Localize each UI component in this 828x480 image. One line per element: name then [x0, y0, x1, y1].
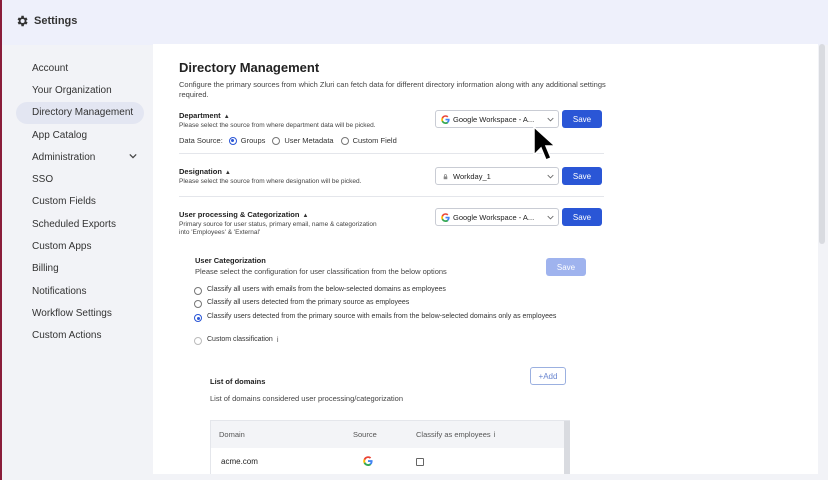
user-processing-section — [179, 210, 377, 237]
source-cell — [363, 456, 416, 468]
table-header — [211, 421, 569, 448]
google-icon — [441, 115, 450, 124]
add-domain-button[interactable]: +Add — [530, 367, 566, 385]
chevron-down-icon — [547, 214, 554, 221]
sidebar-item-custom-apps[interactable] — [16, 235, 144, 257]
page-description: Configure the primary sources from which Zluri can fetch data for different directory information along with any additional settings required. — [179, 80, 606, 99]
department-save-button[interactable]: Save — [562, 110, 602, 128]
radio-groups[interactable] — [229, 137, 237, 145]
lock-icon — [441, 172, 450, 181]
sidebar-item-label: SSO — [32, 174, 54, 186]
dropdown-value: Workday_1 — [453, 171, 491, 181]
app-title: Settings — [34, 15, 78, 27]
option-label: Classify all users detected from the primary source as employees — [207, 299, 410, 306]
designation-section — [179, 167, 361, 186]
user-categorization-subtitle: Please select the configuration for user classification from the below options — [195, 267, 447, 276]
sidebar-item-label: Workflow Settings — [32, 307, 112, 319]
google-icon — [441, 213, 450, 222]
sidebar-item-notifications[interactable] — [16, 280, 144, 302]
column-header-domain: Domain — [219, 430, 245, 439]
sidebar-item-label: Account — [32, 62, 69, 74]
user-processing-source-dropdown[interactable] — [435, 208, 559, 226]
table-row — [211, 448, 569, 474]
radio-button[interactable] — [194, 337, 202, 345]
sidebar-item-label: Notifications — [32, 285, 87, 297]
designation-save-button[interactable]: Save — [562, 167, 602, 185]
department-section — [179, 111, 397, 145]
info-icon[interactable]: ⅰ — [493, 431, 496, 439]
sidebar-item-directory-management[interactable] — [16, 102, 144, 124]
radio-button[interactable] — [194, 287, 202, 295]
domain-cell: acme.com — [221, 457, 258, 466]
sidebar-item-scheduled-exports[interactable] — [16, 213, 144, 235]
sidebar-item-workflow-settings[interactable] — [16, 302, 144, 324]
sidebar-item-sso[interactable] — [16, 168, 144, 190]
classification-option-3[interactable] — [194, 313, 589, 322]
info-icon[interactable]: ⅰ — [276, 337, 279, 344]
sidebar-item-label: Scheduled Exports — [32, 218, 116, 230]
sidebar-item-label: Directory Management — [32, 107, 134, 119]
radio-user-metadata[interactable] — [272, 137, 280, 145]
sidebar-item-your-organization[interactable] — [16, 79, 144, 101]
radio-button[interactable] — [194, 300, 202, 308]
dropdown-value: Google Workspace - A... — [453, 114, 535, 124]
domains-table — [210, 420, 570, 474]
page-title: Directory Management — [179, 60, 320, 75]
option-label: Classify users detected from the primary source with emails from the below-selected domains only as employees — [207, 313, 557, 320]
designation-subtitle: Please select the source from where designation will be picked. — [179, 178, 362, 185]
column-header-classify: Classify as employees — [416, 430, 491, 439]
caret-up-icon[interactable]: ▲ — [223, 114, 230, 120]
sidebar-item-administration[interactable] — [16, 146, 144, 168]
sidebar-item-billing[interactable] — [16, 258, 144, 280]
window-edge — [0, 0, 2, 480]
radio-label: Groups — [240, 136, 266, 145]
sidebar-item-label: Administration — [32, 151, 96, 163]
gear-icon — [15, 14, 29, 28]
sidebar-item-label: Billing — [32, 263, 59, 275]
google-icon — [363, 456, 373, 466]
sidebar-item-custom-actions[interactable] — [16, 325, 144, 347]
user-processing-title: User processing & Categorization — [179, 210, 300, 219]
sidebar-item-label: Custom Fields — [32, 196, 96, 208]
domains-subtitle: List of domains considered user processing/categorization — [210, 394, 404, 403]
caret-up-icon[interactable]: ▲ — [224, 170, 231, 176]
user-categorization-title: User Categorization — [195, 256, 266, 265]
radio-button[interactable] — [194, 314, 202, 322]
data-source-label: Data Source: — [179, 136, 223, 145]
sidebar-item-label: App Catalog — [32, 129, 88, 141]
chevron-down-icon — [547, 116, 554, 123]
domains-section — [210, 377, 403, 403]
caret-up-icon[interactable]: ▲ — [302, 213, 309, 219]
sidebar-item-app-catalog[interactable] — [16, 124, 144, 146]
chevron-down-icon — [547, 173, 554, 180]
sidebar-item-label: Custom Apps — [32, 241, 92, 253]
divider — [179, 196, 604, 197]
user-categorization-save-button[interactable]: Save — [546, 258, 586, 276]
top-bar — [2, 0, 828, 45]
option-label: Classify all users with emails from the below-selected domains as employees — [207, 286, 446, 293]
option-label: Custom classification — [207, 336, 273, 343]
sidebar-item-label: Your Organization — [32, 84, 112, 96]
dropdown-value: Google Workspace - A... — [453, 212, 535, 222]
chevron-down-icon — [129, 152, 137, 160]
column-header-source: Source — [353, 430, 377, 439]
table-scrollbar[interactable] — [564, 421, 570, 474]
designation-source-dropdown[interactable] — [435, 167, 559, 185]
sidebar-item-label: Custom Actions — [32, 330, 102, 342]
classification-option-4[interactable] — [194, 336, 279, 345]
sidebar — [16, 57, 144, 347]
domains-title: List of domains — [210, 377, 266, 386]
content-panel — [153, 44, 818, 474]
user-processing-subtitle: Primary source for user status, primary email, name & categorization — [179, 221, 377, 228]
page-scrollbar[interactable] — [819, 44, 825, 244]
mouse-cursor-icon — [532, 125, 558, 165]
sidebar-item-custom-fields[interactable] — [16, 191, 144, 213]
user-processing-save-button[interactable]: Save — [562, 208, 602, 226]
user-categorization-section — [195, 256, 447, 276]
user-processing-subtitle-2: into 'Employees' & 'External' — [179, 229, 261, 236]
radio-label: User Metadata — [284, 136, 334, 145]
department-title: Department — [179, 111, 221, 120]
classification-option-1[interactable] — [194, 286, 446, 295]
designation-title: Designation — [179, 167, 222, 176]
radio-label: Custom Field — [352, 136, 397, 145]
classify-checkbox[interactable] — [416, 458, 424, 466]
radio-custom-field[interactable] — [341, 137, 349, 145]
classification-option-2[interactable] — [194, 299, 409, 308]
sidebar-item-account[interactable] — [16, 57, 144, 79]
data-source-row — [179, 136, 397, 145]
department-subtitle: Please select the source from where department data will be picked. — [179, 122, 376, 129]
